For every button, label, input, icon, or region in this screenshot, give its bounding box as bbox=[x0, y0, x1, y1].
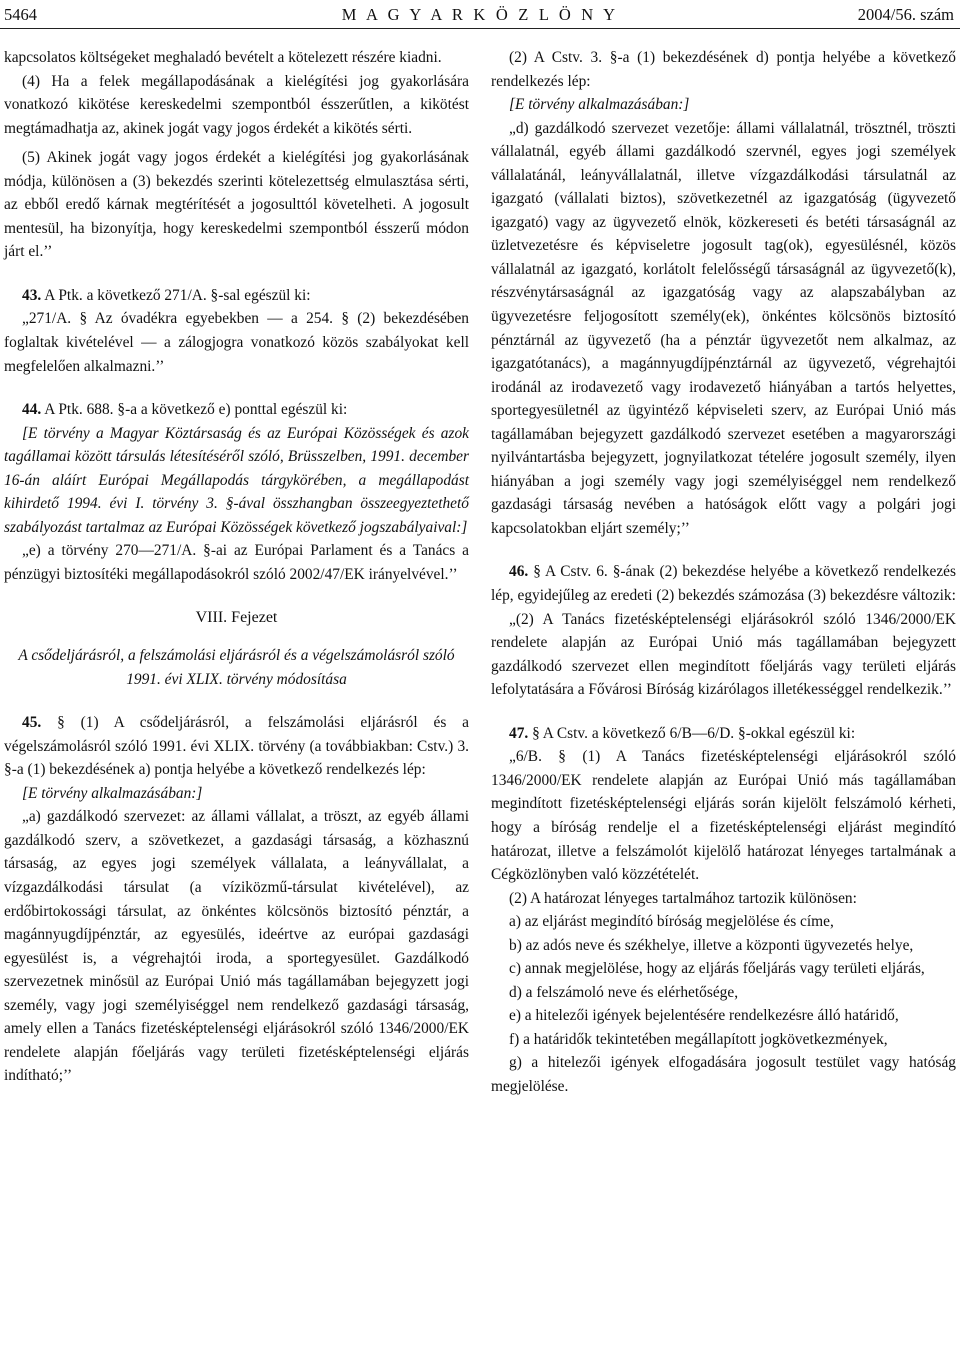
paragraph: kapcsolatos költségeket meghaladó bevételt a kötelezett részére kiadni. bbox=[4, 49, 442, 66]
list-item: e) a hitelezői igények bejelentésére rendelkezésre álló határidő, bbox=[509, 1007, 899, 1025]
page-header bbox=[0, 4, 960, 26]
journal-title: M A G Y A R K Ö Z L Ö N Y bbox=[341, 5, 619, 24]
list-item: c) annak megjelölése, hogy az eljárás főeljárás vagy területi eljárás, bbox=[509, 960, 925, 978]
section-text: A Ptk. a következő 271/A. §-sal egészül ki: bbox=[41, 286, 311, 304]
paragraph: „e) a törvény 270—271/A. §-ai az Európai Parlament és a Tanács a pénzügyi biztosítéki megállapodásokról szóló 2002/47/EK irányelvével.’’ bbox=[4, 542, 469, 583]
paragraph: (4) Ha a felek megállapodásának a kielégítési jog gyakorlására vonatkozó kikötése kereskedelmi szempontból ésszerűtlen, a kikötést megtámadhatja az, akinek jogát vagy jogos érdekét a kikötés sérti. bbox=[4, 72, 469, 137]
paragraph: „(2) A Tanács fizetésképtelenségi eljárásokról szóló 1346/2000/EK rendelete alapján az Európai Unió más tagállamában bejegyzett gazdálkodó szervezet ellen megindított főeljárás vagy területi eljárás lefolytatására a Fővárosi Bíróság kizárólagos illetékességgel rendelkezik.’’ bbox=[491, 610, 956, 699]
issue-number: 2004/56. szám bbox=[857, 5, 954, 24]
page-number: 5464 bbox=[4, 5, 37, 24]
section-text: A Ptk. 688. §-a a következő e) ponttal egészül ki: bbox=[41, 401, 348, 419]
list-item: b) az adós neve és székhelye, illetve a központi ügyvezetés helye, bbox=[509, 936, 914, 954]
list-item: a) az eljárást megindító bíróság megjelölése és címe, bbox=[509, 913, 834, 931]
section-number: 47. bbox=[509, 724, 529, 742]
section-number: 45. bbox=[22, 714, 42, 732]
paragraph: „6/B. § (1) A Tanács fizetésképtelenségi eljárásokról szóló 1346/2000/EK rendelete alapján az Európai Unió más tagállamában megindított fizetésképtelenségi eljárás során kijelölt felszámoló kérheti, hogy a bíróság rendelje el a fizetésképtelenségi eljárást megindító határozat, illetve a felszámolót kijelölő határozat lényeges tartalmának a Cégközlönyben való közzétételét. bbox=[491, 748, 956, 884]
section-number: 43. bbox=[22, 286, 42, 304]
right-column bbox=[491, 46, 956, 1099]
section-44 bbox=[4, 398, 469, 422]
header-rule bbox=[0, 28, 960, 29]
paragraph: (2) A határozat lényeges tartalmához tartozik különösen: bbox=[509, 889, 857, 907]
section-number: 44. bbox=[22, 401, 42, 419]
list-item: g) a hitelezői igények elfogadására jogosult testület vagy hatóság megjelölése. bbox=[491, 1054, 956, 1095]
section-text: § A Cstv. 6. §-ának (2) bekezdése helyébe a következő rendelkezés lép, egyidejűleg az eredeti (2) bekezdés számozása (3) bekezdésre változik: bbox=[491, 563, 956, 605]
section-45 bbox=[4, 711, 469, 782]
paragraph: [E törvény alkalmazásában:] bbox=[22, 784, 203, 802]
section-text: § A Cstv. a következő 6/B—6/D. §-okkal egészül ki: bbox=[528, 724, 856, 742]
section-47 bbox=[491, 722, 956, 746]
paragraph: „a) gazdálkodó szervezet: az állami vállalat, a tröszt, az egyéb állami gazdálkodó szerv, a szövetkezet, a gazdasági társaság, a közhasznú társaság, az egyes jogi személyek vállalata, a leányvállalat, a vízgazdálkodási társulat (a víziközmű-társulat kivételével), az erdőbirtokossági társulat, az önkéntes kölcsönös biztosító pénztár, a magánnyugdíjpénztár, az egyesülés, ideértve az európai gazdasági egyesülést is, a végrehajtói iroda, a sportegyesület. Gazdálkodó szervezetnek minősül az Európai Unió más tagállamában bejegyzett jogi személy, vagy jogi személyiséggel nem rendelkező gazdasági társaság, amely ellen a Tanács fizetésképtelenségi eljárásokról szóló 1346/2000/EK rendelete alapján főeljárás vagy területi fizetésképtelenségi eljárás indítható;’’ bbox=[4, 808, 469, 1085]
paragraph: „271/A. § Az óvadékra egyebekben — a 254. § (2) bekezdésében foglaltak kivételével — a zálogjogra vonatkozó közös szabályokat kell megfelelően alkalmazni.’’ bbox=[4, 310, 469, 375]
section-46 bbox=[491, 560, 956, 607]
chapter-heading: VIII. Fejezet bbox=[195, 609, 278, 627]
paragraph: „d) gazdálkodó szervezet vezetője: állami vállalatnál, trösztnél, tröszti vállalatnál, egyéb állami gazdálkodó szervnél, egyes jogi személyek vállalatánál, leányvállalatnál, illetve vízgazdálkodási társulatnál az igazgató (vállalati biztos), szövetkezetnél az igazgatóság (ügyvezető igazgató) vagy az ügyvezető elnök, közkereseti és betéti társaságnál az üzletvezetésre és képviseletre jogosult tag(ok), egyesülésnél, közös vállalatnál az igazgató, korlátolt felelősségű társaságnál az ügyvezető(k), részvénytársaságnál az igazgatóság vagy az alapszabályban az ügyvezetésre feljogosított személy(ek), önkéntes kölcsönös biztosító pénztárnál az ügyvezető (ha a pénztár ügyvezetőt nem alkalmaz, az igazgatótanács), a magánnyugdíjpénztárnál az ügyvezető, végrehajtói irodánál az irodavezető vagy irodavezető hiányában a tartós helyettes, sportegyesületnél az ügyintéző képviseleti szerv, az Európai Unió más tagállamában bejegyzett gazdálkodó szervezet esetében a magyarországi nyilvántartásba bejegyzett, jognyilatkozat tételére jogosult személy, ilyen hiányában a jogi személy vagy jogi személyiséggel nem rendelkező gazdasági társaság nevében a hatóságok előtt vagy a polgári jogi kapcsolatokban eljárt személy;’’ bbox=[491, 119, 956, 537]
paragraph: [E törvény alkalmazásában:] bbox=[509, 96, 690, 114]
section-number: 46. bbox=[509, 563, 529, 581]
list-item: f) a határidők tekintetében megállapított jogkövetkezmények, bbox=[509, 1030, 888, 1048]
left-column bbox=[4, 46, 469, 1088]
section-43 bbox=[4, 284, 469, 308]
paragraph: (5) Akinek jogát vagy jogos érdekét a kielégítési jog gyakorlásának módja, különösen a (3) bekezdés szerinti kötelezettség elmulasztása sérti, az ebből eredő kárnak megtérítését a jogosulttól követelheti. A jogosult mentesül, ha bizonyítja, hogy kereskedelmi szempontból ésszerű módon járt el.’’ bbox=[4, 149, 469, 261]
list-item: d) a felszámoló neve és elérhetősége, bbox=[509, 983, 739, 1001]
paragraph: (2) A Cstv. 3. §-a (1) bekezdésének d) pontja helyébe a következő rendelkezés lép: bbox=[491, 49, 956, 90]
chapter-title: A csődeljárásról, a felszámolási eljárásról és a végelszámolásról szóló 1991. évi XLIX. törvény módosítása bbox=[18, 647, 455, 688]
paragraph: [E törvény a Magyar Köztársaság és az Európai Közösségek és azok tagállamai között társulás létesítéséről szóló, Brüsszelben, 1991. december 16-án aláírt Európai Megállapodás tárgykörében, a megállapodást kihirdető 1994. évi I. törvény 3. §-ával összhangban összeegyeztethető szabályozást tartalmaz az Európai Közösségek következő jogszabályaival:] bbox=[4, 424, 469, 536]
section-text: § (1) A csődeljárásról, a felszámolási eljárásról és a végelszámolásról szóló 1991. évi XLIX. törvény (a továbbiakban: Cstv.) 3. §-a (1) bekezdésének a) pontja helyébe a következő rendelkezés lép: bbox=[4, 714, 469, 779]
